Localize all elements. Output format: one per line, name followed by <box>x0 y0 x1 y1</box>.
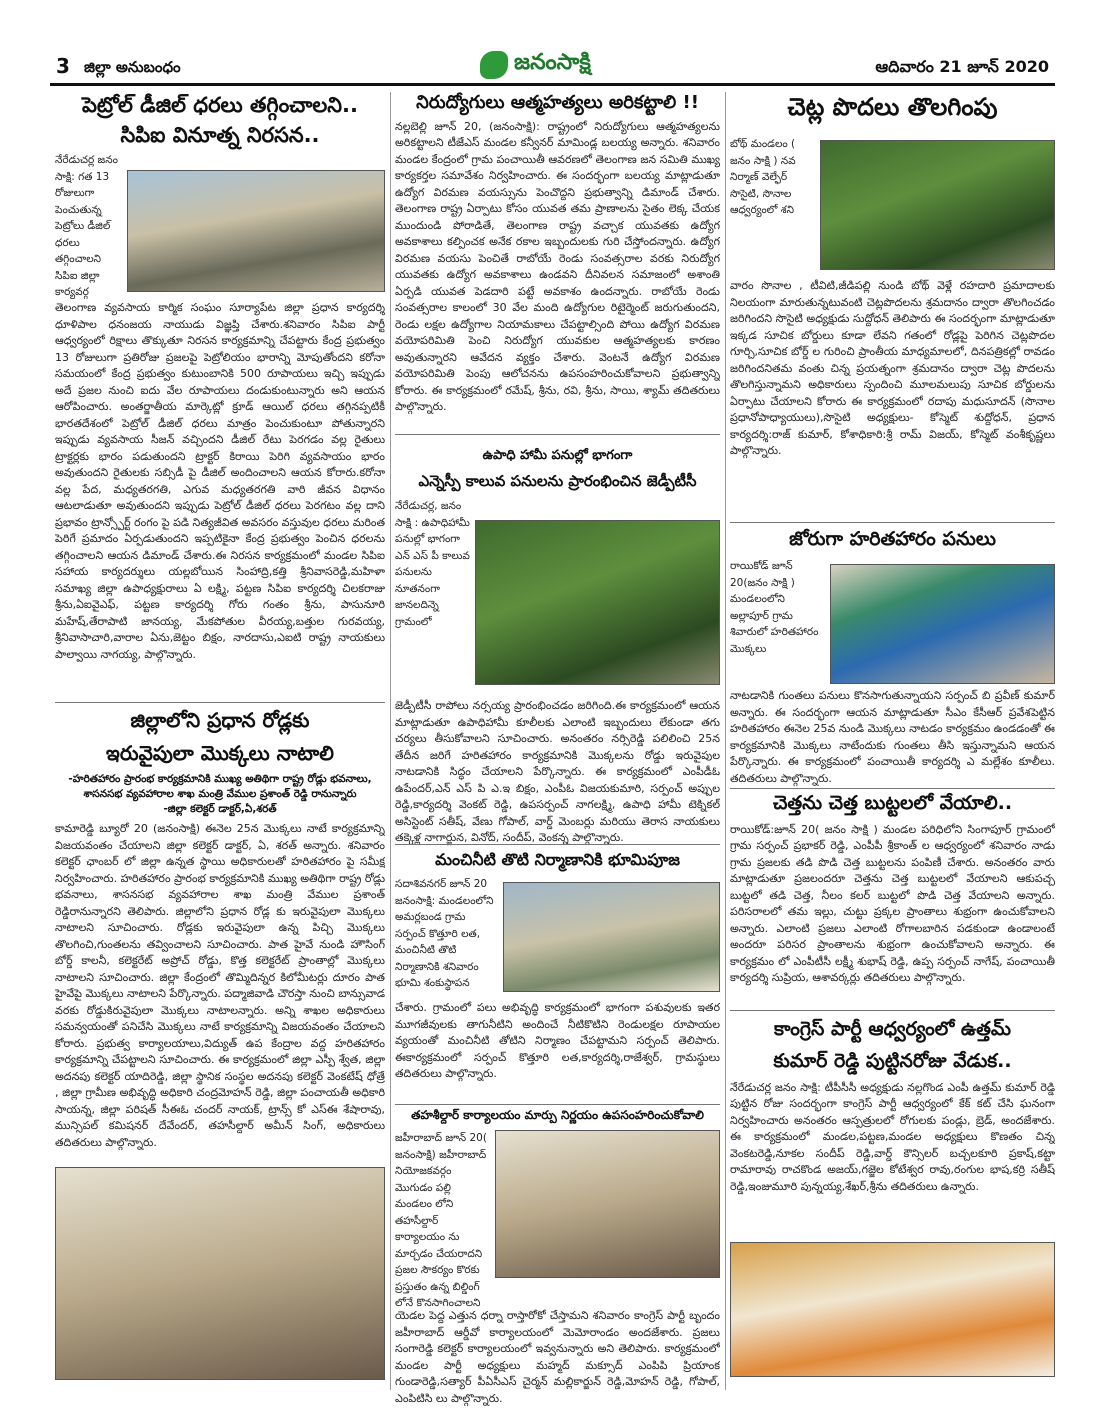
article-kicker: ఉపాధి హామీ పనుల్లో భాగంగా <box>482 448 633 463</box>
masthead-logo <box>480 48 591 82</box>
column-right <box>730 92 1055 1390</box>
article-harithaharam <box>730 528 1055 785</box>
article-roadside-plants <box>55 708 385 1241</box>
article-subhead: శాసనసభ వ్యవహారాల శాఖ మంత్రి వేముల ప్రశాంత్ రెడ్డి రానున్నారు <box>83 788 357 800</box>
article-unemployment <box>395 92 720 429</box>
article-lead: నేరేడుచర్ల జనం సాక్షి: గత 13 రోజులుగా పెంచుతున్న పెట్రోలు డీజిల్ ధరలు తగ్గించాలని సిపిఐ జిల్లా కార్యవర్గ <box>55 154 118 298</box>
protest-photo <box>127 170 385 292</box>
article-headline: జోరుగా హరితహారం పనులు <box>789 528 996 550</box>
memorandum-photo <box>495 1130 720 1278</box>
article-headline: జిల్లాలోని ప్రధాన రోడ్లకు <box>130 708 310 732</box>
article-dustbins <box>730 792 1055 1032</box>
article-lead: రాయికోడ్ జూన్ 20(జనం సాక్షి ) మండలంలోని అల్లాపూర్ గ్రామ శివారులో హరితహారం మొక్కలు <box>730 560 819 655</box>
bush-clearing-photo <box>820 140 1055 270</box>
article-body: నాటడానికి గుంతలు పనులు కొనసాగుతున్నాయని సర్పంచ్ బి ప్రవీణ్ కుమార్ అన్నారు. ఈ సందర్భంగా ఆయన మాట్లాడుతూ సీఎం కేసీఆర్ ప్రవేశపెట్టిన హరితహారం ఈనెల 25వ నుండి మొక్కలు నాటడం కార్యక్రమం ఉండడంతో ఈ కార్యక్రమానికి మొక్కలు నాటేందుకు గుంతలు తీసి ఇస్తున్నామని ఆయన పేర్కొన్నారు. ఈ కార్యక్రమంలో పంచాయితీ కార్యదర్శి ఎ మల్లేశం కూలీలు. తదితరులు పాల్గొన్నారు. <box>730 689 1055 785</box>
article-body: జెడ్పీటీసీ రాపోలు నర్సయ్య ప్రారంభించడం జరిగింది.ఈ కార్యక్రమంలో ఆయన మాట్లాడుతూ ఉపాధిహామీ కూలీలకు ఎలాంటి ఇబ్బందులు లేకుండా తగు చర్యలు తీసుకోవాలని సూచించారు. అనంతరం నర్సిరెడ్డి పలిలించి 25న తేదీన జరిగే హరితహారం కార్యక్రమానికి మొక్కలను రోడ్డు ఇరువైపుల నాటడానికి సిద్ధం చేయాలని పేర్కొన్నారు. ఈ కార్యక్రమంలో ఎంపీడీఓ ఉపేందర్,ఎన్ ఎస్ పి ఎ.ఇ బిక్షం, ఎంపీఓ విజయకుమారి, సర్పంచ్ అప్పుల రెడ్డి,కార్యదర్శి వెంకట్ రెడ్డి, ఉపసర్పంచ్ నాగలక్ష్మి, ఉపాధి హామీ టెక్నికల్ అసిస్టెంట్ సతీష్, వేణు గోపాల్, వార్డ్ మెంబర్లు మరియు తెరాస నాయకులు తక్కెళ్ల నాగార్జున, వినోద్, సందీప్, వెంకన్న పాల్గొన్నారు. <box>395 699 720 844</box>
article-body: తెలంగాణ వ్యవసాయ కార్మిక సంఘం సూర్యాపేట జిల్లా ప్రధాన కార్యదర్శి ధూళిపాల ధనంజయ నాయుడు విజ్ఞప్తి చేశారు.శనివారం సిపిఐ పార్టీ ఆధ్వర్యంలో రిక్షాలు తొక్కుతూ నిరసన కార్యక్రమాన్ని చేపట్టారు కేంద్ర ప్రభుత్వం 13 రోజులుగా ప్రతిరోజు ప్రజలపై పెట్రోలియం భారాన్ని మోపుతోందని కరోనా సమయంలో కేంద్ర ప్రభుత్వం కుటుంబానికి 500 రూపాయలు ఇచ్చి ఇప్పుడు అదే ప్రజల నుంచి ఐదు వేల రూపాయలు దండుకుంటున్నారు అని ఆయన ఆరోపించారు. అంతర్జాతీయ మార్కెట్లో క్రూడ్ ఆయిల్ ధరలు తగ్గినప్పటికీ భారతదేశంలో పెట్రోల్ డీజిల్ ధరలు మాత్రం పెంచుకుంటూ పోతున్నారని ఇప్పుడు వ్యవసాయ సీజన్ వచ్చిందని డీజిల్ రేటు పెరగడం వల్ల రైతులు ట్రాక్టర్లకు భారం పడుతుందని ట్రాక్టర్ కిరాయి పెరిగి వ్యవసాయం భారం అవుతుందని రైతులకు సబ్సిడీ పై డీజిల్ అందించాలని ఆయన కోరారు.కరోనా వల్ల పేద, మధ్యతరగతి, ఎగువ మధ్యతరగతి వారి జీవన విధానం ఆటలాడుతూ అవుతుందని ఇప్పుడు పెట్రోల్ డీజిల్ ధరలు పెరగటం వల్ల దాని ప్రభావం ట్రాన్స్పోర్ట్ రంగం పై పడి నిత్యజీవిత అవసరం వస్తువుల ధరలు మరింత పెరిగే ప్రమాదం ఏర్పడుతుందని ఇప్పటికైనా కేంద్ర ప్రభుత్వం పెంచిన ధరలను తగ్గించాలని ఆయన డిమాండ్ చేశారు.ఈ నిరసన కార్యక్రమంలో మండల సిపిఐ సహాయ కార్యదర్శులు యల్లబోయిన సింహాద్రి,కత్తి శ్రీనివాసరెడ్డి,మహిళా సమాఖ్య జిల్లా ఉపాధ్యక్షురాలు ఏ లక్ష్మి, పట్టణ సిపిఐ కార్యదర్శి చిలకరాజు శ్రీను,ఏఐవైఎఫ్, పట్టణ కార్యదర్శి గోరు గంతం శ్రీను, పాసునూరి మహేష్,తేరాపాటి జానయ్య, మేకపోతుల వీరయ్య,బత్తుల గురవయ్య, శ్రీనివాసాచారి,వారాల ఏను,జెట్టం బిక్షం, నారదాసు,ఎఐటి రాష్ట్ర నాయకులు పాల్వాయి నాగయ్య, పాల్గొన్నారు. <box>55 301 385 661</box>
article-subhead: -హరితహారం ప్రారంభ కార్యక్రమానికి ముఖ్య అతిథిగా రాష్ట్ర రోడ్లు భవనాలు, <box>68 773 372 785</box>
article-body: నేరేడుచర్ల జనం సాక్షి: టీపీసీసీ అధ్యక్షుడు నల్లగొండ ఎంపీ ఉత్తమ్ కుమార్ రెడ్డి పుట్టిన రోజు సందర్భంగా కాంగ్రెస్ పార్టీ ఆధ్వర్యంలో కేక్ కట్ చేసి ఘనంగా నిర్వహించారు అనంతరం ఆస్పత్రులలో రోగులకు పండ్లు, బ్రెడ్, అందజేశారు. ఈ కార్యక్రమంలో మండల,పట్టణ,మండల అధ్యక్షులు కొణతం చిన్న వెంకటరెడ్డి,నూకల సందీప్ రెడ్డి,వార్డ్ కౌన్సిలర్ బచ్చలకూరి ప్రకాష్,కట్టా రామారావు రాచకొండ అజయ్,గజ్జెల కోటేశ్వర రావు,రంగుల భాష,కర్రి సతీష్ రెడ్డి,ఇంజుమూరి పున్నయ్య,శేఖర్,శ్రీను తదితరులు ఉన్నారు. <box>730 1080 1055 1193</box>
article-cpi-protest <box>55 92 385 661</box>
section-name: జిల్లా అనుబంధం <box>84 58 181 76</box>
masthead-title: జనంసాక్షి <box>514 50 591 75</box>
article-lead: జహీరాబాద్ జూన్ 20( జనంసాక్షి) జహీరాబాద్ నియోజకవర్గం మొగుడం పల్లి మండలం లోని తహసీల్దార్ కార్యాలయం ను మార్చడం చేయరాదని ప్రజల సౌకర్యం కొరకు ప్రస్తుతం ఉన్న బిల్డింగ్ లోనే కొనసాగించాలని <box>395 1132 487 1309</box>
article-headline: చెత్తను చెత్త బుట్టలలో వేయాలి.. <box>772 792 1013 814</box>
masthead-bar <box>50 48 1055 86</box>
article-body: వారం సొనాల , టీవిటి,జీడిపల్లి నుండి బోథ్ వెళ్లే రహదారి ప్రమాదాలకు నిలయంగా మారుతున్నటువంటి చెట్లపొదలను శ్రమదానం ద్వారా తొలగించడం జరిగిందని సొసైటి అధ్యక్షుడు సుద్దోధన్ తెలిపారు ఈ సందర్భంగా మాట్లాడుతూ ఇక్కడ సూచిక బోర్డులు కూడా లేవని గతంలో రోడ్లపై పెరిగిన చెట్లపొదల గూర్చి,సూచిక బోర్డ్ ల గురించి ప్రాంతీయ మాధ్యమాలలో, దినపత్రికల్లో రావడం జరిగిందనితమ వంతు చిన్న ప్రయత్నంగా శ్రమదానం ద్వారా చెట్ల పొదలను తొలగిస్తున్నామని అధికారులు స్పందించి మూలమలుపు సూచిక బోర్డులను ఏర్పాటు చేయాలని కోరారు ఈ కార్యక్రమంలో రదాపు మధుసూదన్ (సొనాల ప్రధానోపాధ్యాయులు),సొసైటి అధ్యక్షులు- కోస్మెట్ శుద్దోధన్, ప్రధాన కార్యదర్శి:రాజ్ కుమార్, కోశాధికారి:శ్రీ రామ్ విజయ్, కోస్మెట్ వంశీకృష్ణలు పాల్గొన్నారు. <box>730 279 1055 457</box>
article-bush-clearing <box>730 92 1055 457</box>
article-tahsildar-office <box>395 1108 720 1405</box>
column-left <box>55 92 385 1390</box>
article-headline: ఇరువైపులా మొక్కలు నాటాలి <box>106 741 334 765</box>
water-trough-photo <box>503 882 720 992</box>
article-headline: తహశీల్దార్ కార్యాలయం మార్పు నిర్ణయం ఉపసంహరించుకోవాలి <box>411 1108 704 1122</box>
article-body: కామారెడ్డి బ్యూరో 20 (జనంసాక్షి) ఈనెల 25న మొక్కలు నాటే కార్యక్రమాన్ని విజయవంతం చేయాలని జిల్లా కలెక్టర్ డాక్టర్, ఏ, శరత్ అన్నారు. శనివారం కలెక్టర్ ఛాంబర్ లో జిల్లా ఉన్నత స్థాయి అధికారులతో హరితహారం పై సమీక్ష నిర్వహించారు. హరితహారం ప్రారంభ కార్యక్రమానికి ముఖ్య అతిథిగా రాష్ట్ర రోడ్లు భవనాలు, శాసనసభ వ్యవహారాల శాఖ మంత్రి వేముల ప్రశాంత్ రెడ్డిరానున్నారని తెలిపారు. జిల్లాలోని ప్రధాన రోడ్ల కు ఇరువైపులా మొక్కలు నాటాలని సూచించారు. రోడ్లకు ఇరువైపులా ఉన్న పిచ్చి మొక్కలు తొలగించి,గుంతలను తవ్వించాలని సూచించారు. పాత హైవే నుండి హౌసింగ్ బోర్డ్ కాలనీ, కలెక్టరేట్ అప్రోచ్ రోడ్డు, కొత్త కలెక్టరేట్ ప్రాంతాల్లో మొక్కలు నాటాలని సూచించారు. జిల్లా కేంద్రంలో తొమ్మిదిన్నర కిలోమీటర్లు దూరం పాత హైవేపై మొక్కలు నాటాలని పేర్కొన్నారు. పద్మాజివాడి చౌరస్తా నుంచి బాన్సువాడ వరకు రోడ్డుకిరువైపులా మొక్కలు నాటాలన్నారు. అన్ని శాఖల అధికారులు సమన్వయంతో పనిచేసి మొక్కలు నాటే కార్యక్రమాన్ని విజయవంతం చేయాలని కోరారు. ప్రభుత్వ కార్యాలయాలు,విద్యుత్ ఉప కేంద్రాల వద్ద హరితహారం కార్యక్రమాన్ని చేపట్టాలని సూచించారు. ఈ కార్యక్రమంలో జిల్లా ఎస్పీ శ్వేత, జిల్లా అదనపు కలెక్టర్ యాదిరెడ్డి, జిల్లా స్థానిక సంస్థల అదనపు కలెక్టర్ వెంకటేష్ ధోత్రే , జిల్లా గ్రామీణ అభివృద్ధి అధికారి చంద్రమోహన్ రెడ్డి, జిల్లా పంచాయతీ అధికారి సాయన్న, జిల్లా పరిషత్ సీఈఓ చందర్ నాయక్, ట్రాన్స్ కో ఎస్ఈ శేషారావు, మున్సిపల్ కమిషనర్ దేవేందర్, తహసీల్దార్ అమీన్ సింగ్, అధికారులు తదితరులు పాల్గొన్నారు. <box>55 822 385 1149</box>
leaf-icon <box>480 51 508 79</box>
article-body: యెడల పెద్ద ఎత్తున ధర్నా రాస్తారోకో చేస్తామని శనివారం కాంగ్రెస్ పార్టీ బృందం జహీరాబాద్ ఆర్డీవో కార్యాలయంలో మెమోరాండం అందజేశారు. ప్రజలు సంగారెడ్డి కలెక్టర్ కార్యాలయంలో ఇవ్వనున్నారు అని తెలిపారు. కార్యక్రమంలో మండల పార్టీ అధ్యక్షులు మహ్మద్ మక్సూద్ ఎంపిపి ప్రియాంక గుండారెడ్డి,సత్యార్ పీఏసీఎస్ చైర్మన్ మల్లికార్జున్ రెడ్డి,మోహన్ రెడ్డి, గోపాల్, ఎంపిటిసి లు పాల్గొన్నారు. <box>395 1309 720 1405</box>
article-lead: సదాశివనగర్ జూన్ 20 జనంసాక్షి: మండలంలోని అమర్లబండ గ్రామ సర్పంచ్ కొత్తూరి లత, మంచినీటి తొటి నిర్మాణానికి శనివారం భూమి శంకుస్థాపన <box>395 878 494 989</box>
article-headline: పెట్రోల్ డీజిల్ ధరలు తగ్గించాలని.. <box>81 93 358 117</box>
article-headline: చెట్ల పొదలు తొలగింపు <box>787 93 998 121</box>
article-headline: నిరుద్యోగులు ఆత్మహత్యలు అరికట్టాలి !! <box>416 92 699 113</box>
issue-date: ఆదివారం 21 జూన్ 2020 <box>875 57 1049 76</box>
birthday-photo <box>730 1242 1055 1377</box>
column-divider <box>390 92 391 1390</box>
article-body: చేశారు. గ్రామంలో పలు అభివృద్ధి కార్యక్రమంలో భాగంగా పశువులకు ఇతర మూగజీవులకు తాగునీటిని అందించే నీటికొటిని రెండులక్షల రూపాయల వ్యయంతో మంచినీటి తోటిని నిర్మాణం చేపట్టామని సర్పంచ్ తెలిపారు. ఈకార్యక్రమంలో సర్పంచ్ కొత్తూరి లత,కార్యదర్శి,రాజేశ్వర్, గ్రామస్థులు తదితరులు పాల్గొన్నారు. <box>395 1001 720 1080</box>
article-subhead: -జిల్లా కలెక్టర్ డాక్టర్,ఏ,శరత్ <box>163 803 277 815</box>
page-number: 3 <box>56 54 70 78</box>
article-birthday <box>730 1018 1055 1240</box>
article-lead: నేరేడుచర్ల, జనం సాక్షి : ఉపాధిహామీ పనుల్లో భాగంగా ఎన్ ఎస్ పీ కాలువ పనులను నూతనంగా జానలదిన్నె గ్రామంలో <box>395 500 470 628</box>
article-headline: మంచినీటి తొటి నిర్మాణానికి భూమిపూజ <box>435 850 680 869</box>
article-nsp-canal <box>395 448 720 844</box>
article-water-trough <box>395 850 720 1080</box>
meeting-photo <box>55 1167 385 1380</box>
article-headline: కాంగ్రెస్ పార్టీ ఆధ్వర్యంలో ఉత్తమ్ <box>774 1018 1011 1040</box>
column-divider <box>725 92 726 1390</box>
article-body: నల్లబెల్లి జూన్ 20, (జనంసాక్షి): రాష్ట్రంలో నిరుద్యోగులు ఆత్మహత్యలను అరికట్టాలని టీజేఎస్ మండల కన్వీనర్ మామిండ్ల బలయ్య అన్నారు. శనివారం మండల కేంద్రంలో గ్రామ పంచాయితీ ఆవరణలో తెలంగాణ జన సమితి ముఖ్య కార్యకర్తల సమావేశం నిర్వహించారు. ఈ సందర్భంగా బలయ్య మాట్లాడుతూ ఉద్యోగ విరమణ వయస్సును పెంచొద్దని ప్రభుత్వాన్ని డిమాండ్ చేశారు. తెలంగాణ రాష్ట్ర ఏర్పాటు కోసం యువత తమ ప్రాణాలను సైతం లెక్క చేయక ముందుండి పోరాడితే, తెలంగాణ రాష్ట్ర వచ్చాక యువతకు ఉద్యోగ అవకాశాలు కల్పించక అనేక రకాల ఇబ్బందులకు గురి చేస్తోందన్నారు. ఉద్యోగ విరమణ వయసు పెంచితే రాబోయే రెండు సంవత్సరాల వరకు నిరుద్యోగ యువతకు ఉద్యోగ అవకాశాలు ఉండవని దీనివలన సమాజంలో అశాంతి ఏర్పడి యువత పెడదారి పట్టే అవకాశం ఉందన్నారు. రాబోయే రెండు సంవత్సరాల కాలంలో 30 వేల మంది ఉద్యోగుల రిటైర్మెంట్ జరుగుతుందని, రెండు లక్షల ఉద్యోగాల నియామకాలు చేపట్టాల్సింది పోయి ఉద్యోగ విరమణ వయోపరిమితి పెంచి నిరుద్యోగ యువకుల ఆత్మహత్యలకు కారణం అవుతున్నారని ఆవేదన వ్యక్తం చేశారు. వెంటనే ఉద్యోగ విరమణ వయోపరిమితి పెంపు ఆలోచనను ఉపసంహరించుకోవాలని ప్రభుత్వాన్ని కోరారు. ఈ కార్యక్రమంలో రమేష్, శ్రీను, రవి, శ్రీను, సాయి, శ్యామ్ తదితరులు పాల్గొన్నారు. <box>395 119 720 413</box>
plant-distribution-photo <box>830 564 1055 684</box>
column-middle <box>395 92 720 1405</box>
article-body: రాయికోడ్:జూన్ 20( జనం సాక్షి ) మండల పరిధిలోని సింగాపూర్ గ్రామంలో గ్రామ సర్పంచ్ ప్రభాకర్ రెడ్డి, ఎంపీపీ శ్రీకాంత్ ల ఆధ్వర్యంలో శనివారం నాడు గ్రామ ప్రజలకు తడి పొడి చెత్త బుట్టలను పంపిణీ చేశారు. అనంతరం వారు మాట్లాడుతూ ప్రజలందరూ చెత్తను చెత్త బుట్టలలో వేయాలని ఆకుపచ్చ బుట్టలో తడి చెత్త, నీలం కలర్ బుట్టలో పొడి చెత్త వేయాలని అన్నారు. పరిసరాలలో తమ ఇల్లు, చుట్టు ప్రక్కల ప్రాంతాలు శుభ్రంగా ఉంచుకోవాలని అన్నారు. ఎలాంటి ప్రజలు ఎలాంటి రోగాలబారిన పడకుండా ఉండాలంటే అందరూ పరిసర ప్రాంతాలను శుభ్రంగా ఉంచుకోవాలని అన్నారు. ఈ కార్యక్రమం లో ఎంపీటీసీ లక్ష్మీ శుభాష్ రెడ్డి, ఉప్ప సర్పంచ్ నాగేష్, పంచాయితీ కార్యదర్శి సుప్రియ, ఆశావర్కర్లు తదితరులు పాల్గొన్నారు. <box>730 822 1055 985</box>
canal-work-photo <box>475 520 720 685</box>
article-headline: ఎన్నెస్పీ కాలువ పనులను ప్రారంభించిన జెడ్పీటీసీ <box>418 472 697 491</box>
article-headline: సిపిఐ వినూత్న నిరసన.. <box>120 123 320 148</box>
article-headline: కుమార్ రెడ్డి పుట్టినరోజు వేడుక.. <box>773 1049 1012 1072</box>
article-lead: బోథ్ మండలం ( జనం సాక్షి ) నవ నిర్మాణ్ వెల్ఫేర్ సొసైటి, సొనాల ఆధ్వర్యంలో శని <box>730 138 796 216</box>
